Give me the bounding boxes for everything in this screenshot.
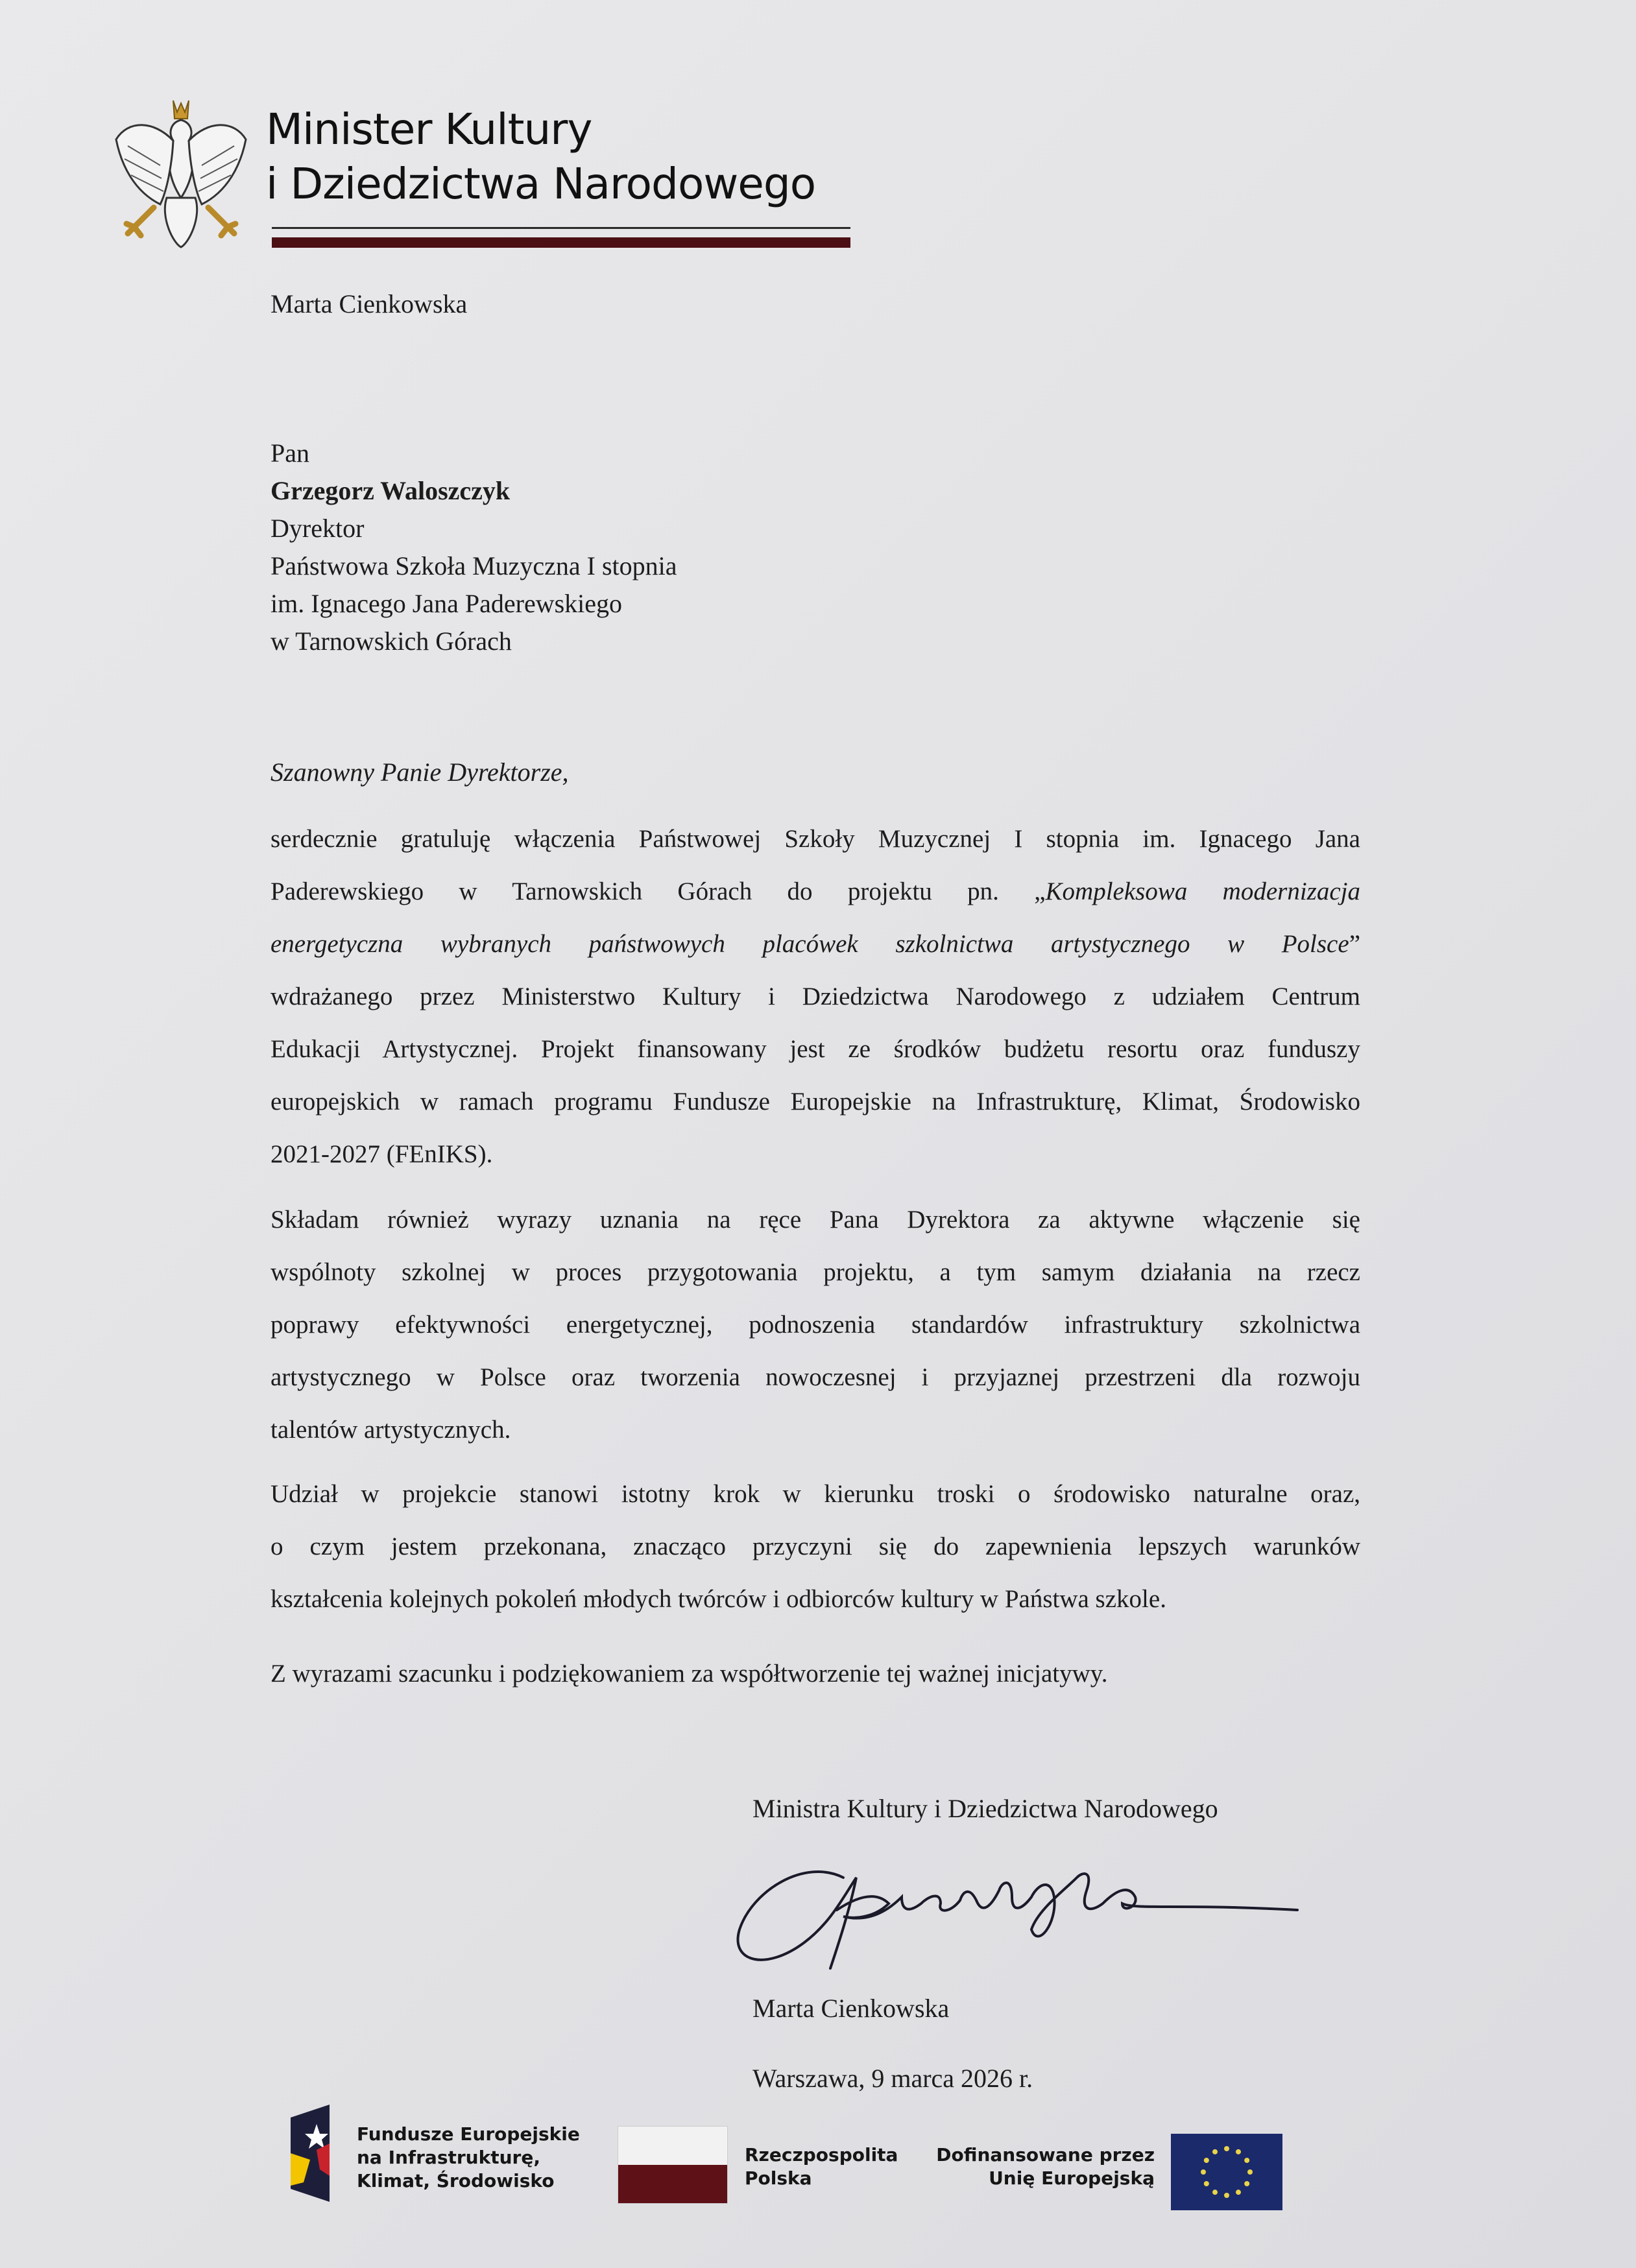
- text-segment: poprawy efektywności energetycznej, podnoszenia standardów infrastruktury szkolnictwa: [271, 1311, 1360, 1339]
- fe-logo-line1: Fundusze Europejskie: [357, 2123, 580, 2145]
- eu-star: [1201, 2169, 1206, 2175]
- place-and-date: Warszawa, 9 marca 2026 r.: [752, 2064, 1033, 2093]
- eu-star: [1247, 2169, 1253, 2175]
- sender-name: Marta Cienkowska: [271, 289, 468, 318]
- eu-logo-line1: Dofinansowane przez: [936, 2144, 1155, 2166]
- paragraph-line: [271, 970, 1360, 1023]
- recipient-school-line1: Państwowa Szkoła Muzyczna I stopnia: [271, 551, 677, 580]
- signatory-title: Ministra Kultury i Dziedzictwa Narodowego: [752, 1794, 1218, 1823]
- paragraph-line: [271, 1246, 1360, 1298]
- recipient-school-line3: w Tarnowskich Górach: [271, 627, 512, 656]
- text-segment: kształcenia kolejnych pokoleń młodych twórców i odbiorców kultury w Państwa szkole.: [271, 1585, 1166, 1613]
- handwritten-signature: [727, 1852, 1310, 1981]
- paragraph-line: [271, 813, 1360, 865]
- text-segment: talentów artystycznych.: [271, 1416, 511, 1444]
- polish-flag-icon: [618, 2126, 728, 2204]
- text-segment: europejskich w ramach programu Fundusze Europejskie na Infrastrukturę, Klimat, Środowisko: [271, 1088, 1360, 1116]
- signatory-name: Marta Cienkowska: [752, 1994, 950, 2023]
- paragraph-1: [271, 813, 1360, 1180]
- eu-star: [1244, 2158, 1249, 2163]
- paragraph-line: [271, 1468, 1360, 1520]
- paragraph-line: [271, 1520, 1360, 1573]
- eu-logo-line2: Unię Europejską: [989, 2167, 1155, 2189]
- text-segment: Kompleksowa modernizacja: [1045, 877, 1360, 905]
- header-title-line1: Minister Kultury: [266, 104, 592, 154]
- greeting: Szanowny Panie Dyrektorze,: [271, 758, 569, 787]
- closing-line: [271, 1647, 1360, 1700]
- polish-eagle-emblem: [108, 94, 254, 250]
- text-segment: serdecznie gratuluję włączenia Państwowej Szkoły Muzycznej I stopnia im. Ignacego Jana: [271, 825, 1360, 853]
- eu-star: [1212, 2190, 1218, 2195]
- text-segment: artystycznego w Polsce oraz tworzenia nowoczesnej i przyjaznej przestrzeni dla rozwoju: [271, 1363, 1360, 1391]
- text-segment: energetyczna wybranych państwowych placówek szkolnictwa artystycznego w Polsce: [271, 930, 1349, 958]
- pl-logo-line1: Rzeczpospolita: [745, 2144, 898, 2166]
- text-segment: Edukacji Artystycznej. Projekt finansowany jest ze środków budżetu resortu oraz funduszy: [271, 1035, 1360, 1063]
- paragraph-line: [271, 1298, 1360, 1351]
- header-divider-thick: [272, 237, 850, 248]
- paragraph-line: [271, 1351, 1360, 1403]
- recipient-role: Dyrektor: [271, 514, 365, 543]
- eu-flag-icon: [1171, 2134, 1282, 2210]
- paragraph-line: [271, 1023, 1360, 1075]
- recipient-name: Grzegorz Waloszczyk: [271, 476, 511, 505]
- text-segment: Z wyrazami szacunku i podziękowaniem za współtworzenie tej ważnej inicjatywy.: [271, 1660, 1108, 1688]
- eu-star: [1244, 2181, 1249, 2186]
- eu-star: [1212, 2149, 1218, 2155]
- eu-star: [1204, 2158, 1209, 2163]
- eu-star: [1236, 2149, 1241, 2155]
- recipient-prefix: Pan: [271, 438, 309, 468]
- recipient-block: [271, 435, 677, 660]
- text-segment: wspólnoty szkolnej w proces przygotowania projektu, a tym samym działania na rzecz: [271, 1258, 1360, 1286]
- eu-star: [1224, 2146, 1229, 2151]
- fe-logo-icon: [291, 2105, 330, 2202]
- text-segment: Paderewskiego w Tarnowskich Górach do projektu pn. „: [271, 877, 1046, 905]
- paragraph-line: [271, 1075, 1360, 1128]
- eu-star: [1204, 2181, 1209, 2186]
- text-segment: wdrażanego przez Ministerstwo Kultury i Dziedzictwa Narodowego z udziałem Centrum: [271, 983, 1360, 1010]
- paragraph-line: [271, 1193, 1360, 1246]
- paragraph-line: [271, 1573, 1360, 1625]
- paragraph-line: [271, 1403, 1360, 1456]
- eu-star: [1236, 2190, 1241, 2195]
- text-segment: Udział w projekcie stanowi istotny krok w kierunku troski o środowisko naturalne oraz,: [271, 1480, 1360, 1508]
- paragraph-line: [271, 1647, 1360, 1700]
- paragraph-line: [271, 1128, 1360, 1180]
- text-segment: 2021-2027 (FEnIKS).: [271, 1140, 493, 1168]
- eu-star: [1224, 2193, 1229, 2198]
- text-segment: ”: [1349, 930, 1360, 958]
- header-divider-thin: [272, 227, 850, 229]
- paragraph-line: [271, 918, 1360, 970]
- paragraph-3: [271, 1468, 1360, 1625]
- fe-logo-line2: na Infrastrukturę,: [357, 2147, 540, 2168]
- text-segment: o czym jestem przekonana, znacząco przyczyni się do zapewnienia lepszych warunków: [271, 1533, 1360, 1560]
- paragraph-line: [271, 865, 1360, 918]
- header-title-line2: i Dziedzictwa Narodowego: [266, 159, 816, 209]
- pl-logo-line2: Polska: [745, 2167, 812, 2189]
- recipient-school-line2: im. Ignacego Jana Paderewskiego: [271, 589, 623, 618]
- fe-logo-line3: Klimat, Środowisko: [357, 2170, 555, 2191]
- text-segment: Składam również wyrazy uznania na ręce Pana Dyrektora za aktywne włączenie się: [271, 1206, 1360, 1234]
- paragraph-2: [271, 1193, 1360, 1456]
